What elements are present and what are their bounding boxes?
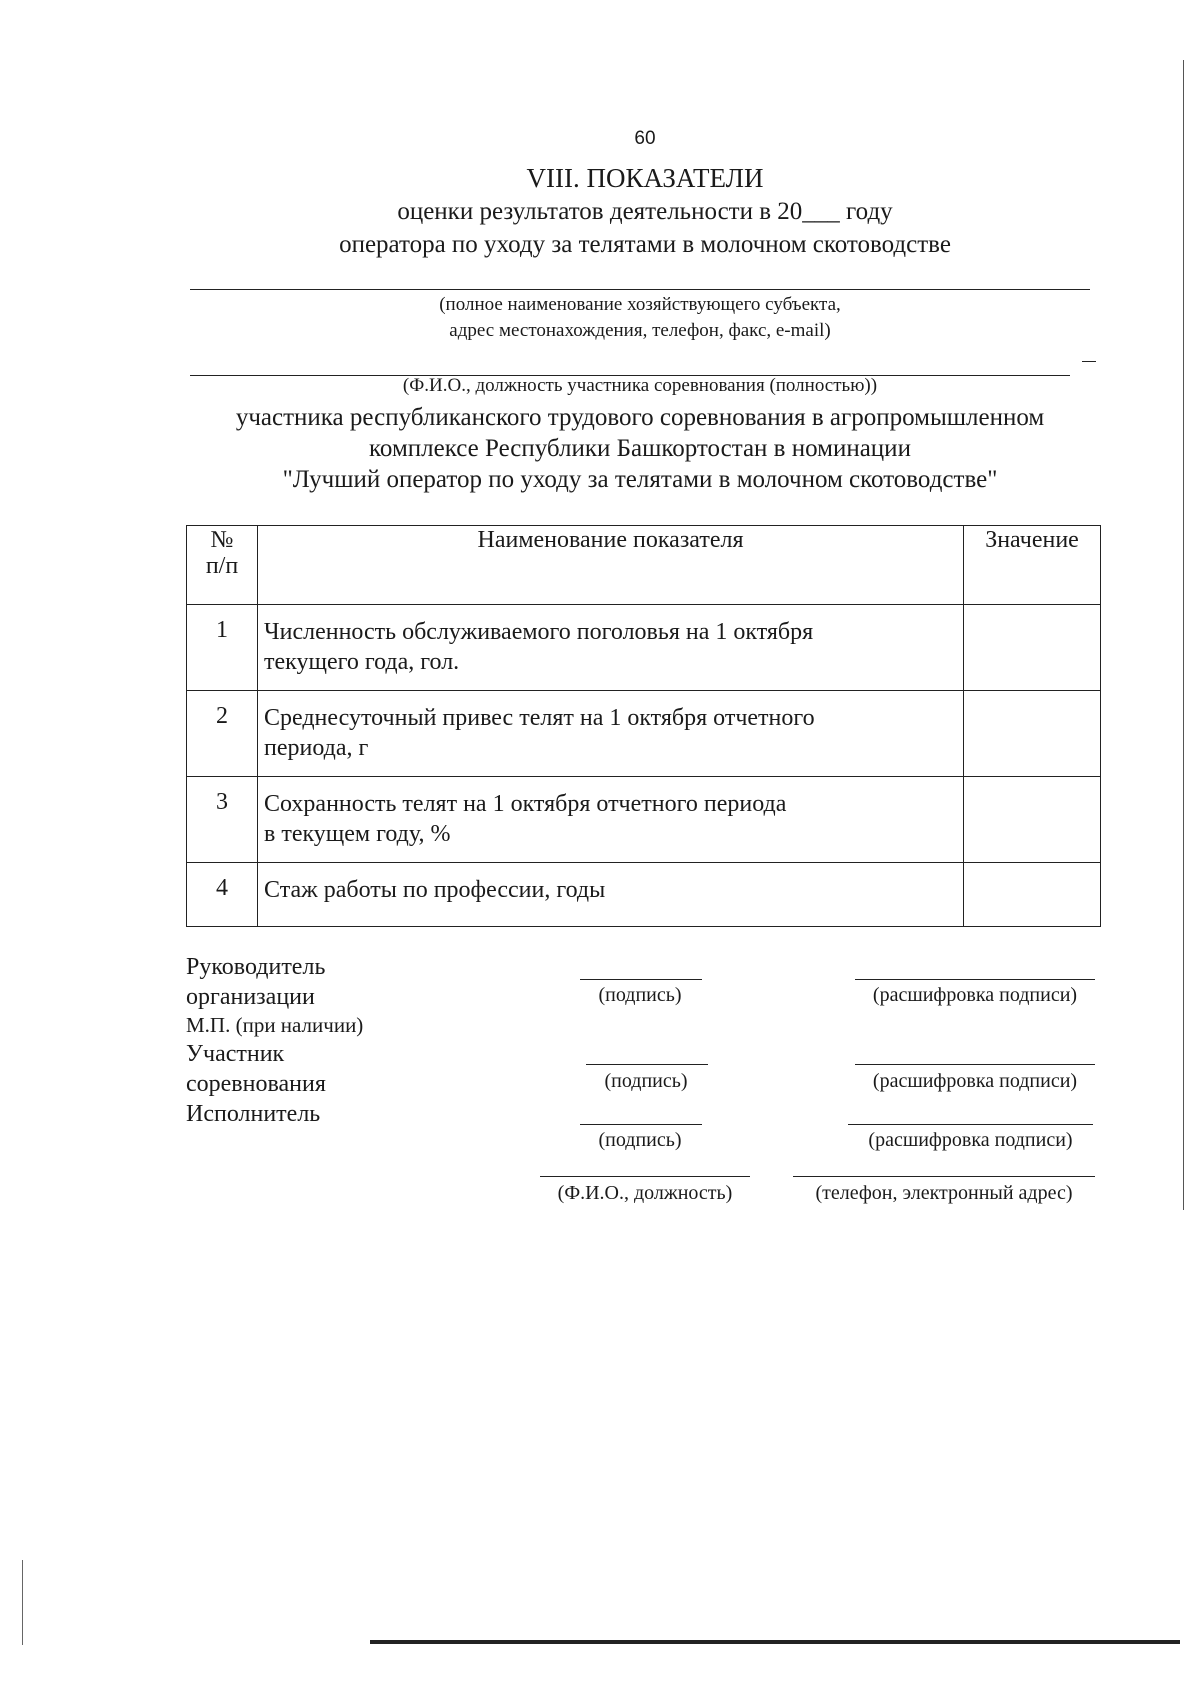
row-indicator-name	[258, 863, 964, 927]
row-number: 3	[187, 777, 258, 863]
participant-name-line-tail	[1082, 361, 1096, 362]
row-indicator-name	[258, 691, 964, 777]
row-value-cell[interactable]	[964, 777, 1101, 863]
scan-edge-line-right	[1183, 60, 1184, 1210]
row-name-line-1: Численность обслуживаемого поголовья на 1 октября	[264, 619, 814, 645]
head-signature-line[interactable]	[580, 979, 702, 980]
row-value-cell[interactable]	[964, 605, 1101, 691]
entity-caption-line-2: адрес местонахождения, телефон, факс, e-mail)	[449, 320, 831, 341]
head-signature-caption: (подпись)	[598, 984, 682, 1006]
executor-fio-line[interactable]	[540, 1176, 750, 1177]
table-row	[187, 863, 1101, 927]
row-number: 1	[187, 605, 258, 691]
section-title: VIII. ПОКАЗАТЕЛИ	[526, 163, 764, 193]
row-indicator-name	[258, 605, 964, 691]
row-name-line-1: Сохранность телят на 1 октября отчетного периода	[264, 791, 787, 817]
executor-fio-caption: (Ф.И.О., должность)	[557, 1182, 733, 1204]
participant-signature-line[interactable]	[586, 1064, 708, 1065]
entity-name-line	[190, 289, 1090, 290]
header-number-pp: п/п	[205, 553, 239, 579]
participant-caption: (Ф.И.О., должность участника соревнования (полностью))	[402, 375, 878, 396]
executor-label: Исполнитель	[186, 1101, 321, 1127]
executor-decoding-caption: (расшифровка подписи)	[868, 1129, 1073, 1151]
indicators-table	[186, 525, 1101, 927]
table-row	[187, 691, 1101, 777]
head-label-line-2: организации	[186, 984, 315, 1010]
participant-text-line-1: участника республиканского трудового соревнования в агропромышленном	[235, 404, 1045, 431]
participant-label-line-1: Участник	[186, 1041, 285, 1067]
table-row	[187, 777, 1101, 863]
header-indicator-name: Наименование показателя	[258, 526, 964, 605]
head-decoding-line[interactable]	[855, 979, 1095, 980]
table-header-row	[187, 526, 1101, 605]
row-name-line-2: текущего года, гол.	[264, 649, 460, 675]
row-name-line-2: периода, г	[264, 735, 369, 761]
row-value-cell[interactable]	[964, 691, 1101, 777]
row-name-line-2: в текущем году, %	[264, 821, 451, 847]
row-number: 2	[187, 691, 258, 777]
subtitle-line-2: оператора по уходу за телятами в молочном скотоводстве	[339, 231, 951, 258]
executor-signature-caption: (подпись)	[598, 1129, 682, 1151]
subtitle-line-1: оценки результатов деятельности в 20___ году	[397, 198, 893, 225]
row-indicator-name	[258, 777, 964, 863]
executor-signature-line[interactable]	[580, 1124, 702, 1125]
executor-decoding-line[interactable]	[848, 1124, 1093, 1125]
header-number-sign: №	[210, 527, 234, 553]
table-row	[187, 605, 1101, 691]
participant-text-line-2: комплексе Республики Башкортостан в номинации	[369, 435, 911, 462]
scan-edge-line-left	[22, 1560, 23, 1645]
entity-caption-line-1: (полное наименование хозяйствующего субъекта,	[439, 294, 841, 315]
head-label-line-1: Руководитель	[186, 954, 326, 980]
executor-contact-caption: (телефон, электронный адрес)	[815, 1182, 1073, 1204]
scan-bottom-bar	[370, 1640, 1180, 1644]
participant-decoding-caption: (расшифровка подписи)	[872, 1070, 1078, 1092]
stamp-label: М.П. (при наличии)	[186, 1013, 364, 1037]
participant-text-line-3: "Лучший оператор по уходу за телятами в молочном скотоводстве"	[282, 466, 998, 493]
participant-label-line-2: соревнования	[186, 1071, 326, 1097]
header-number	[187, 526, 258, 605]
row-name-line-1: Стаж работы по профессии, годы	[264, 877, 606, 903]
row-value-cell[interactable]	[964, 863, 1101, 927]
participant-signature-caption: (подпись)	[604, 1070, 688, 1092]
page-number: 60	[634, 128, 656, 149]
executor-contact-line[interactable]	[793, 1176, 1095, 1177]
participant-decoding-line[interactable]	[855, 1064, 1095, 1065]
row-number: 4	[187, 863, 258, 927]
row-name-line-1: Среднесуточный привес телят на 1 октября отчетного	[264, 705, 815, 731]
header-value: Значение	[964, 526, 1101, 605]
head-decoding-caption: (расшифровка подписи)	[872, 984, 1078, 1006]
